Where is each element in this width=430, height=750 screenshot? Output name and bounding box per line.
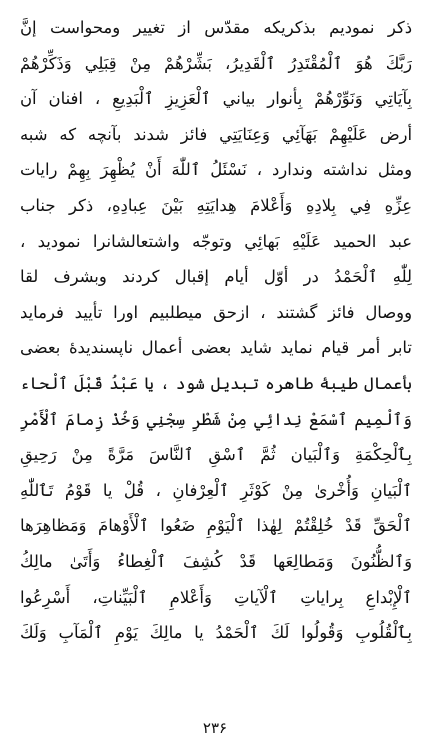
text-line-3: بِآيَاتِي وَنَوِّرْهُمْ بِأنوار بياني ٱلْعَزِيزِ ٱلْبَدِيعِ ، افنان آن [20, 89, 412, 109]
text-line-5: ومثل نداشته وندارد ، نَسْئَلُ ٱللّٰهَ أَنْ يُظْهِرَ بِهِمْ رايات [20, 160, 412, 180]
text-line-1: ذکر نمودیم بذکریکه مقدّس از تغییر ومحواست إنَّ [20, 18, 412, 37]
text-line-6: عِزِّهِ فِي بِلادِهِ وَأَعْلامَ هِدايَتِهِ بَيْنَ عِبادِهِ، ذکر جناب [20, 195, 412, 215]
body-text [20, 10, 412, 651]
text-line-14: ٱلْبَيانِ وَأُخْرىٰ مِنْ كَوْثَرِ ٱلْعِرْفانِ ، قُلْ يا قَوْمُ تَٱللّٰهِ [20, 480, 412, 500]
text-line-15: ٱلْحَقِّ قَدْ خُلِقْتُمْ لِهٰذا ٱلْيَوْمِ ضَعُوا ٱلْأَوْهامَ وَمَظاهِرَها [20, 516, 412, 536]
text-line-2: رَبَّكَ هُوَ ٱلْمُقْتَدِرُ ٱلْقَدِيرُ، بَشِّرْهُمْ مِنْ قِبَلِي وَذَكِّرْهُمْ [20, 53, 412, 73]
text-line-7: عبد الحميد عَلَيْهِ بَهائِي وتوجّه واشتعالشانرا نموديد ، [20, 231, 412, 251]
text-line-13: بِٱلْحِكْمَةِ وَٱلْبَيان ثُمَّ ٱسْقِ ٱلنَّاسَ مَرَّةً مِنْ رَحِيقِ [20, 445, 412, 465]
text-line-4: أرض عَلَيْهِمْ بَهَآئِي وَعِنَايَتِي فائز شدند بآنچه که شبه [20, 124, 412, 144]
text-line-12: وَٱلْمِيم ٱسْمَعْ نِدائِي مِنْ شَطْرِ سِجْنِي وَخُذْ زِمامَ ٱلْأَمْرِ [20, 409, 412, 429]
text-line-17: ٱلْإِبْداعِ بِراياتِ ٱلْآياتِ وَأَعْلامِ ٱلْبَيِّناتِ، أَسْرِعُوا [20, 587, 412, 607]
text-line-9: ووصال فائز گشتند ، ازحق ميطلبيم اورا تأييد فرمايد [20, 302, 412, 322]
text-line-8: لِلّٰهِ ٱلْحَمْدُ در أوّل أيام إقبال كردند وبشرف لقا [20, 267, 412, 287]
text-line-11: بأعمال طيبهٔ طاهره تبديل شود ، يا عَبْدُ قَبْلَ ٱلْحاء [20, 373, 412, 393]
page-number: ۲۳۶ [202, 719, 228, 737]
text-line-10: تابر أمر قيام نمايد شايد بعضى أعمال ناپسنديدهٔ بعضى [20, 338, 412, 358]
text-line-18: بِٱلْقُلُوبِ وَقُولُوا لَكَ ٱلْحَمْدُ يا مالِكَ يَوْمِ ٱلْمَآبِ وَلَكَ [20, 623, 412, 643]
text-line-16: وَٱلظُّنُونَ وَمَطالِعَها قَدْ كُشِفَ ٱلْغِطاءُ وَأَتَىٰ مالِكُ [20, 551, 412, 571]
